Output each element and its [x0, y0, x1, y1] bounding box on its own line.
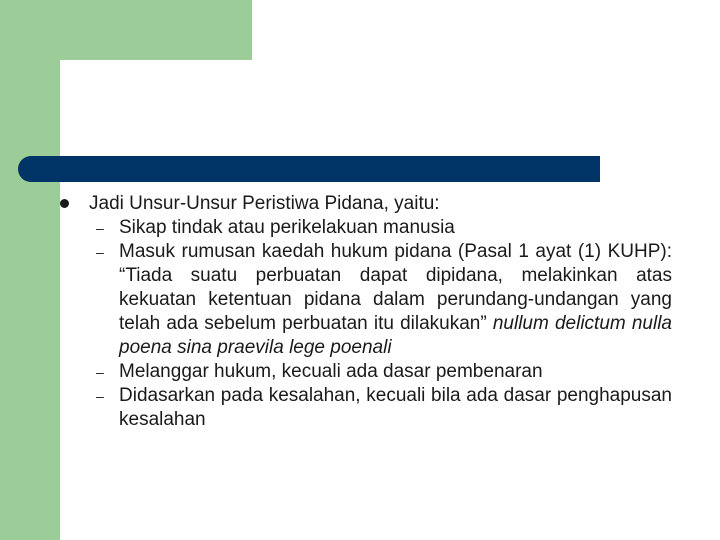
- dash-icon: –: [96, 220, 104, 236]
- main-bullet-item: [60, 192, 672, 216]
- dash-icon: –: [96, 244, 104, 260]
- sub-bullet-text: Sikap tindak atau perikelakuan manusia: [119, 217, 455, 238]
- top-green-block: [0, 0, 252, 60]
- title-bar: [18, 156, 600, 182]
- sub-bullet-text: Melanggar hukum, kecuali ada dasar pembenaran: [119, 361, 543, 382]
- sub-bullet-item: [60, 360, 672, 384]
- main-bullet-text: Jadi Unsur-Unsur Peristiwa Pidana, yaitu:: [89, 193, 440, 214]
- dash-icon: –: [96, 388, 104, 404]
- sub-bullet-item: [60, 240, 672, 360]
- sub-bullet-item: [60, 216, 672, 240]
- content-corner: [60, 60, 120, 120]
- left-green-bar: [0, 0, 60, 540]
- sub-bullet-item: [60, 384, 672, 432]
- latin-maxim: nullum delictum nulla poena sina praevila lege poenali: [119, 313, 672, 358]
- dash-icon: –: [96, 364, 104, 380]
- sub-bullet-text: Masuk rumusan kaedah hukum pidana (Pasal 1 ayat (1) KUHP): “Tiada suatu perbuatan dapat dipidana, melakinkan atas kekuatan ketentuan pidana dalam perundang-undangan yang telah ada sebelum perbuatan itu dilakukan”: [119, 241, 672, 334]
- slide-content: [60, 192, 672, 432]
- sub-bullet-list: [60, 216, 672, 432]
- sub-bullet-text: Didasarkan pada kesalahan, kecuali bila ada dasar penghapusan kesalahan: [119, 385, 672, 430]
- bullet-dot-icon: [60, 199, 69, 208]
